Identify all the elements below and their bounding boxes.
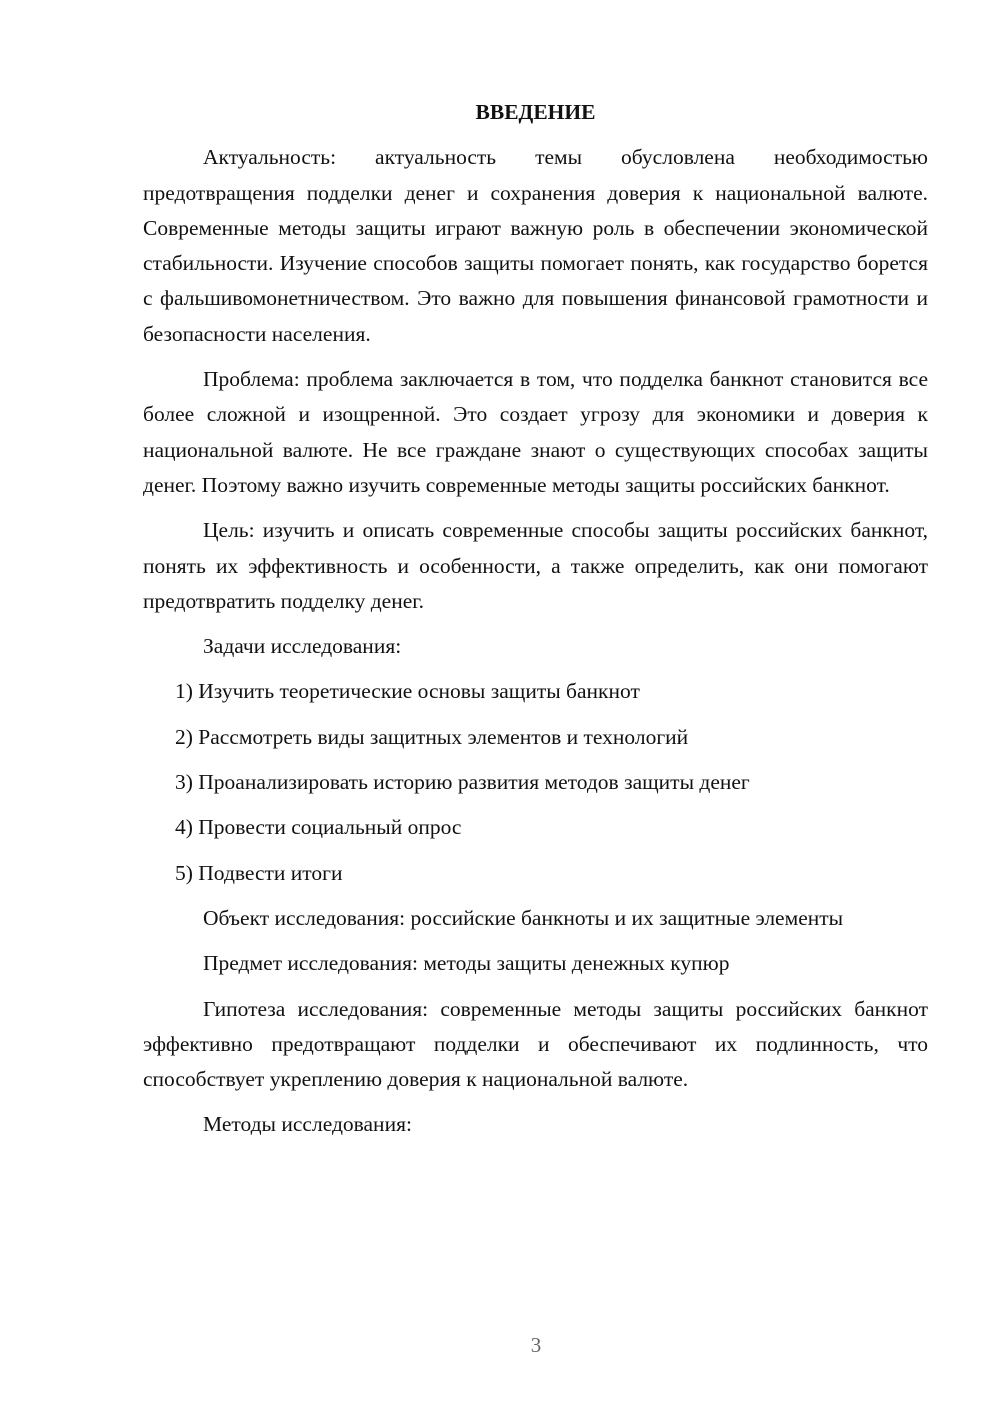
problem-paragraph: Проблема: проблема заключается в том, что подделка банкнот становится все более сложной и изощренной. Это создает угрозу для экономики и доверия к национальной валюте. Не все граждане знают о существующих способах защиты денег. Поэтому важно изучить современные методы защиты российских банкнот. <box>143 367 928 497</box>
subject-paragraph: Предмет исследования: методы защиты денежных купюр <box>203 951 730 976</box>
hypothesis-paragraph: Гипотеза исследования: современные методы защиты российских банкнот эффективно предотвращают подделки и обеспечивают их подлинность, что способствует укреплению доверия к национальной валюте. <box>143 996 928 1092</box>
list-item: 5) Подвести итоги <box>175 860 343 885</box>
list-item: 1) Изучить теоретические основы защиты банкнот <box>175 679 640 704</box>
tasks-list <box>143 674 928 890</box>
relevance-paragraph: Актуальность: актуальность темы обусловлена необходимостью предотвращения подделки денег и сохранения доверия к национальной валюте. Современные методы защиты играют важную роль в обеспечении экономической стабильности. Изучение способов защиты помогает понять, как государство борется с фальшивомонетничеством. Это важно для повышения финансовой грамотности и безопасности населения. <box>143 145 928 346</box>
page-title: ВВЕДЕНИЕ <box>475 100 596 124</box>
document-page <box>143 95 928 1153</box>
list-item: 2) Рассмотреть виды защитных элементов и технологий <box>175 724 689 749</box>
methods-heading: Методы исследования: <box>203 1112 412 1137</box>
page-number: 3 <box>530 1333 542 1357</box>
goal-paragraph: Цель: изучить и описать современные способы защиты российских банкнот, понять их эффективность и особенности, а также определить, как они помогают предотвратить подделку денег. <box>143 518 928 613</box>
list-item: 3) Проанализировать историю развития методов защиты денег <box>175 770 750 795</box>
list-item: 4) Провести социальный опрос <box>175 815 462 840</box>
object-paragraph: Объект исследования: российские банкноты и их защитные элементы <box>203 905 844 930</box>
tasks-heading: Задачи исследования: <box>203 634 402 659</box>
